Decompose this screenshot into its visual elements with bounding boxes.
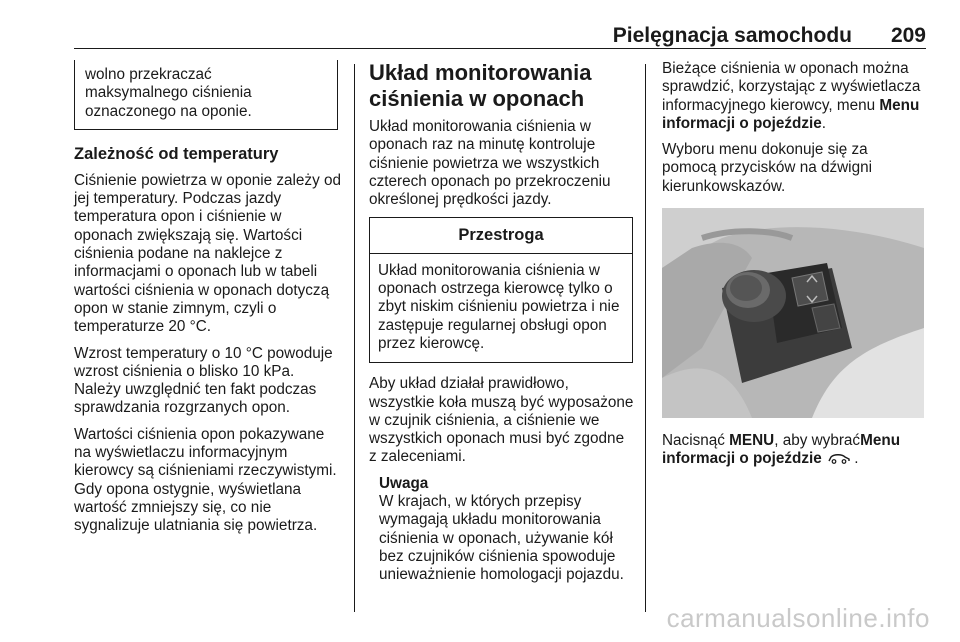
watermark-text: carmanualsonline.info	[666, 603, 930, 633]
column-right	[662, 60, 926, 477]
text-run: Nacisnąć	[662, 432, 730, 450]
menu-button-name: MENU	[729, 432, 775, 450]
section-heading-line: Układ monitorowania	[369, 60, 592, 85]
note-line: maksymalnego ciśnienia	[85, 84, 252, 102]
vehicle-icon	[828, 453, 850, 464]
caution-text: Układ monitorowania ciśnienia w oponach ostrzega kierowcę tylko o zbyt niskim ciśnieniu powietrza i nie zastępuje regularnej obsługi opon przez kierowcę.	[378, 261, 620, 352]
note-title: Uwaga	[379, 474, 429, 492]
paragraph: Układ monitorowania ciśnienia w oponach raz na minutę kontroluje ciśnienie powietrza we wszystkich czterech oponach po przekroczeniu określonej prędkości jazdy.	[369, 118, 611, 209]
page-header-title: Pielęgnacja samochodu	[612, 24, 852, 47]
caution-box	[369, 217, 633, 363]
turn-signal-lever-photo	[662, 208, 924, 418]
caution-title: Przestroga	[370, 218, 632, 253]
continued-note-box	[74, 60, 338, 130]
text-run: , aby wybrać	[774, 432, 861, 450]
column-divider	[645, 64, 646, 612]
note-text: W krajach, w których przepisy wymagają układu monitorowania ciśnienia w oponach, używanie kół bez czujników ciśnienia spowoduje unieważnienie homologacji pojazdu.	[379, 493, 624, 584]
column-left	[74, 60, 344, 544]
header-divider	[74, 48, 926, 49]
column-middle	[369, 60, 635, 585]
column-divider	[354, 64, 355, 612]
text-run: .	[850, 450, 859, 468]
paragraph: Wyboru menu dokonuje się za pomocą przycisków na dźwigni kierunkowskazów.	[662, 141, 872, 195]
menu-name: Menu informacji o pojeździe	[662, 432, 901, 468]
temperature-heading: Zależność od temperatury	[74, 144, 279, 163]
menu-name: Menu informacji o pojeździe	[662, 96, 920, 132]
paragraph: Aby układ działał prawidłowo, wszystkie koła muszą być wyposażone w czujnik ciśnienia, a ciśnienie we wszystkich oponach musi być zgodne z zaleceniami.	[369, 375, 634, 466]
note-line: oznaczonego na oponie.	[85, 102, 252, 120]
page-number: 209	[890, 24, 926, 47]
text-run: Bieżące ciśnienia w oponach można sprawdzić, korzystając z wyświetlacza informacyjnego kierowcy, menu	[662, 60, 921, 114]
paragraph	[662, 60, 926, 133]
section-heading	[369, 60, 635, 112]
paragraph	[662, 432, 926, 469]
paragraph: Ciśnienie powietrza w oponie zależy od jej temperatury. Podczas jazdy temperatura opon i ciśnienie w oponach zwiększają się. Wartości ciśnienia podane na naklejce z informacjami o oponach lub w tabeli wartości ciśnienia w oponach dotyczą opon w stanie zimnym, czyli o temperaturze 20 °C.	[74, 171, 341, 336]
note-line: wolno przekraczać	[85, 66, 212, 83]
paragraph: Wartości ciśnienia opon pokazywane na wyświetlaczu informacyjnym kierowcy są ciśnieniami rzeczywistymi. Gdy opona ostygnie, wyświetlana wartość zmniejszy się, co nie sygnalizuje ulatniania się powietrza.	[74, 425, 337, 535]
note-block	[369, 475, 635, 585]
paragraph: Wzrost temperatury o 10 °C powoduje wzrost ciśnienia o blisko 10 kPa. Należy uwzględnić ten fakt podczas sprawdzania rozgrzanych opon.	[74, 344, 333, 417]
section-heading-line: ciśnienia w oponach	[369, 86, 585, 111]
text-run: .	[821, 114, 827, 132]
